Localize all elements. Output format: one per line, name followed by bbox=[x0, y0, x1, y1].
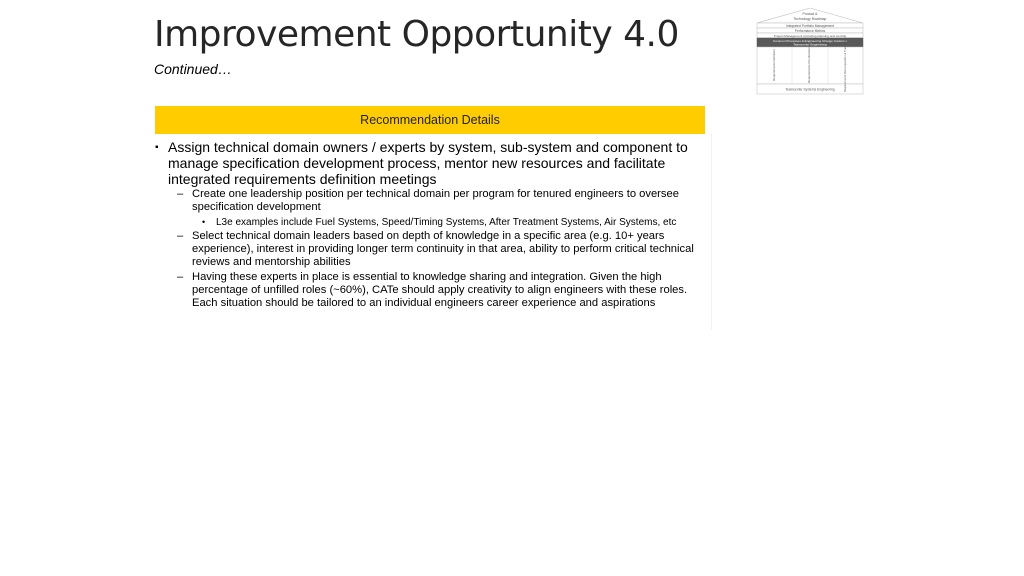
house-row-portfolio: Integrated Portfolio Management bbox=[785, 23, 835, 28]
house-row-project-mgmt: Project Management (including planning and control) bbox=[773, 33, 847, 38]
dash-bullet-icon: – bbox=[177, 188, 184, 200]
process-house-diagram bbox=[756, 6, 864, 96]
house-pillar-decomposition: Requirements Decomposition & Traceability bbox=[843, 37, 847, 93]
square-bullet-icon: ▪ bbox=[155, 142, 159, 153]
house-roof-line1: Product & bbox=[802, 12, 818, 16]
sub-sub-bullet-text: L3e examples include Fuel Systems, Speed/Timing Systems, After Treatment Systems, Air Systems, etc bbox=[216, 217, 677, 228]
house-diagram-graphic bbox=[756, 6, 864, 96]
sub-bullet-text: Having these experts in place is essential to knowledge sharing and integration. Given the high percentage of unfilled roles (~60%), CATe should apply creativity to align engineers with these roles. Each situation should be tailored to an individual engineers career experience and aspirations bbox=[192, 271, 688, 309]
main-bullet-text: Assign technical domain owners / experts by system, sub-system and component to manage specification development process, mentor new resources and facilitate integrated requirements definition meetings bbox=[168, 139, 688, 187]
sub-bullet-text: Create one leadership position per technical domain per program for tenured engineers to oversee specification development bbox=[192, 188, 679, 213]
house-row-teamcenter-eng: Teamcenter Engineering bbox=[793, 42, 827, 47]
house-row-metrics: Performance Metrics bbox=[794, 28, 826, 33]
page-title: Improvement Opportunity 4.0 bbox=[154, 14, 679, 55]
recommendation-header: Recommendation Details bbox=[155, 106, 705, 134]
house-pillar-prioritization: Requirements Prioritization bbox=[807, 46, 811, 84]
sub-bullet-text: Select technical domain leaders based on depth of knowledge in a specific area (e.g. 10+ years experience), interest in providing longer term continuity in that area, ability to perform critical technical reviews and mentorship abilities bbox=[192, 230, 694, 268]
page-subtitle: Continued… bbox=[154, 61, 232, 77]
dot-bullet-icon: • bbox=[202, 217, 206, 227]
house-base-teamcenter-systems: Teamcenter Systems Engineering bbox=[785, 87, 835, 92]
house-row-common-processes: Common Processes & Engineering Change Control in bbox=[773, 38, 847, 43]
dash-bullet-icon: – bbox=[177, 230, 184, 242]
dash-bullet-icon: – bbox=[177, 271, 184, 283]
house-roof-line2: Technology Roadmap bbox=[793, 17, 827, 21]
recommendation-body bbox=[155, 134, 712, 330]
house-pillar-definition: Requirements Definition bbox=[772, 48, 776, 82]
